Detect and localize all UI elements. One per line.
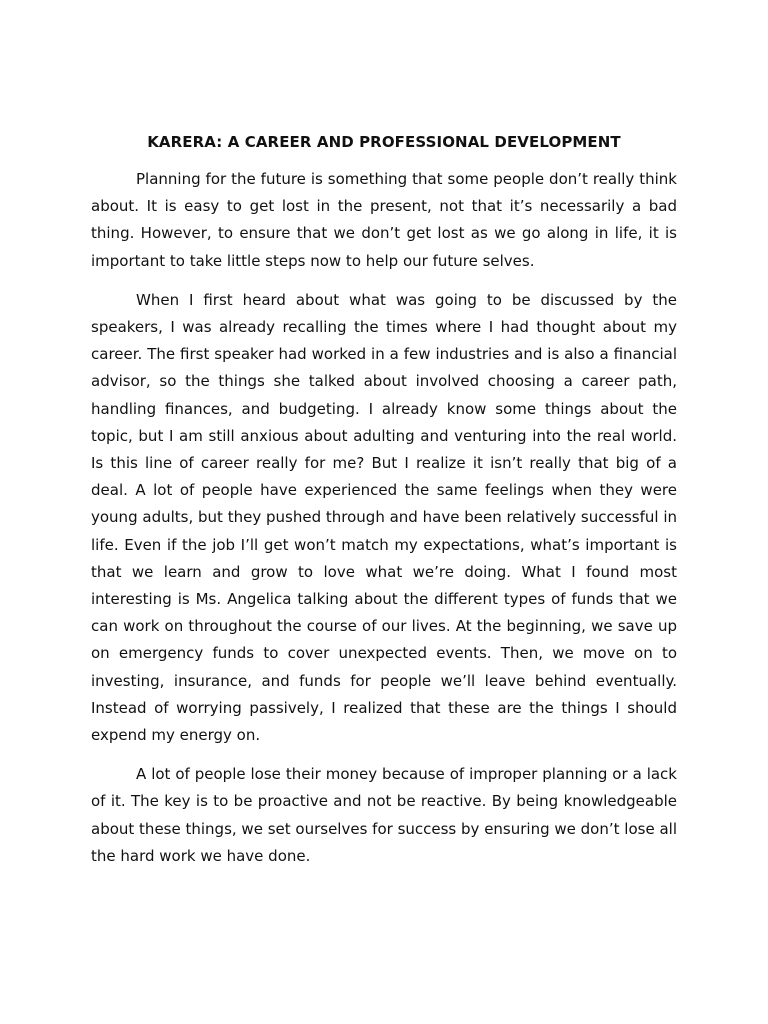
document-title: KARERA: A CAREER AND PROFESSIONAL DEVELOPMENT (147, 133, 621, 151)
paragraph-1: Planning for the future is something that some people don’t really think about. It is easy to get lost in the present, not that it’s necessarily a bad thing. However, to ensure that we don’t get lost as we go along in life, it is important to take little steps now to help our future selves. (91, 170, 677, 270)
paragraph-2: When I first heard about what was going to be discussed by the speakers, I was already recalling the times where I had thought about my career. The first speaker had worked in a few industries and is also a financial advisor, so the things she talked about involved choosing a career path, handling finances, and budgeting. I already know some things about the topic, but I am still anxious about adulting and venturing into the real world. Is this line of career really for me? But I realize it isn’t really that big of a deal. A lot of people have experienced the same feelings when they were young adults, but they pushed through and have been relatively successful in life. Even if the job I’ll get won’t match my expectations, what’s important is that we learn and grow to love what we’re doing. What I found most interesting is Ms. Angelica talking about the different types of funds that we can work on throughout the course of our lives. At the beginning, we save up on emergency funds to cover unexpected events. Then, we move on to investing, insurance, and funds for people we’ll leave behind eventually. Instead of worrying passively, I realized that these are the things I should expend my energy on. (91, 290, 677, 745)
document-body (91, 130, 677, 882)
paragraph-3: A lot of people lose their money because of improper planning or a lack of it. The key is to be proactive and not be reactive. By being knowledgeable about these things, we set ourselves for success by ensuring we don’t lose all the hard work we have done. (91, 765, 677, 865)
